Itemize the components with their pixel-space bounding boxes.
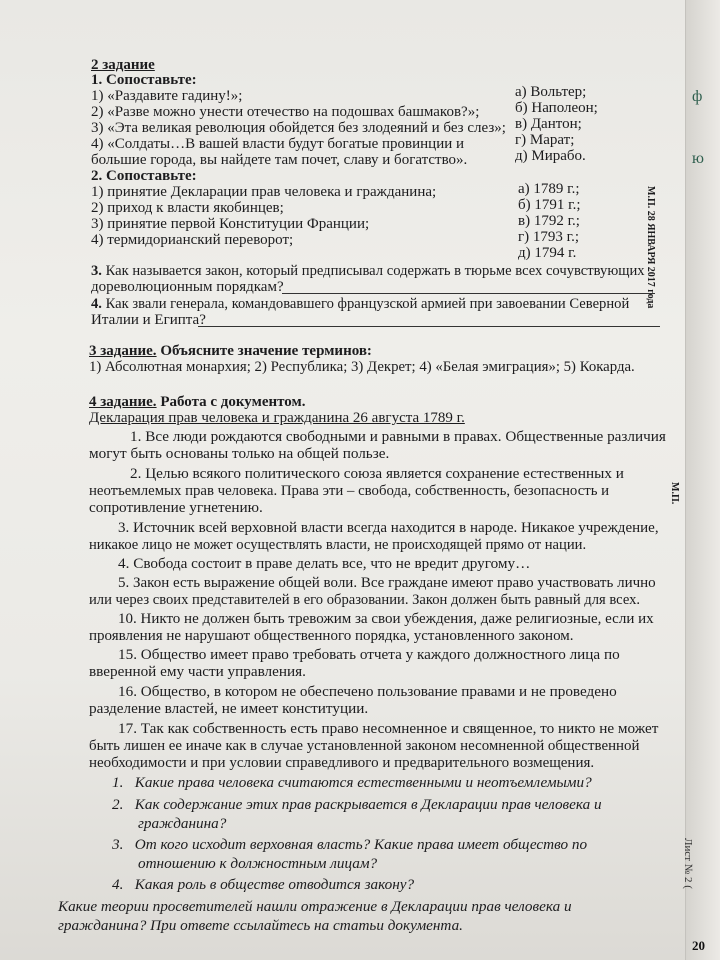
sub1-left-5: большие города, вы найдете там почет, славу и богатство». [91,152,468,168]
task4-header [89,394,305,410]
question-3 [112,837,587,853]
doc-line-16: разделение властей, не имеет конституции. [89,700,369,717]
sub2-left-3: 3) принятие первой Конституции Франции; [91,216,370,232]
sub1-left-4: 4) «Солдаты…В вашей власти будут богатые провинции и [91,136,465,152]
task2-sub2-title: 2. Сопоставьте: [91,168,197,184]
sub2-left-2: 2) приход к власти якобинцев; [91,200,284,216]
question-4-num: 4. [112,876,124,893]
question-4 [112,877,414,893]
q4-text: Как звали генерала, командовавшего французской армией при завоевании Северной [105,296,630,312]
sub2-left-4: 4) термидорианский переворот; [91,232,294,248]
q3-line1 [91,263,645,279]
sub1-right-a: а) Вольтер; [515,84,587,100]
doc-line-18: быть лишен ее иначе как в случае установленной законом несомненной общественной [89,738,640,754]
sub1-left-3: 3) «Эта великая революция обойдется без злодеяний и без слез»; [91,120,506,136]
sub2-left-1: 1) принятие Декларации прав человека и гражданина; [91,184,437,200]
question-2-text: Как содержание этих прав раскрывается в Декларации прав человека и [134,796,602,813]
doc-line-2: могут быть основаны только на общей пользе. [89,445,390,462]
q4-line1 [91,296,629,312]
task4-label: 4 задание. [89,394,157,410]
doc-line-7: никакое лицо не может осуществлять власти, не происходящей прямо от нации. [89,537,587,553]
doc-line-9: 5. Закон есть выражение общей воли. Все граждане имеют право участвовать лично [118,575,656,591]
sub1-right-b: б) Наполеон; [515,100,598,116]
q4-num: 4. [91,296,102,312]
question-1 [112,775,592,791]
edge-year: 20 [692,938,705,953]
sub2-right-c: в) 1792 г.; [518,213,580,229]
task3-label: 3 задание. [89,343,157,359]
doc-line-19: необходимости и при условии справедливого и предварительного возмещения. [89,755,595,771]
task3-terms: 1) Абсолютная монархия; 2) Республика; 3) Декрет; 4) «Белая эмиграция»; 5) Кокарда. [89,359,635,375]
question-1-num: 1. [112,774,124,791]
q3-line2: дореволюционным порядкам? [91,279,284,295]
sub2-right-e: д) 1794 г. [518,245,577,261]
doc-line-15: 16. Общество, в котором не обеспечено пользование правами и не проведено [118,683,617,700]
q4-line2: Италии и Египта? [91,312,206,328]
q4-answer-line[interactable] [198,326,660,327]
question-3-cont: отношению к должностным лицам? [138,855,378,872]
question-4-text: Какая роль в обществе отводится закону? [134,876,415,893]
task3-instruction: Объясните значение терминов: [160,343,372,359]
date-stamp: М.П. 28 ЯНВАРЯ 2017 года [645,186,656,309]
sub2-right-a: а) 1789 г.; [518,181,580,197]
edge-mark-2: ю [692,150,704,167]
doc-line-17: 17. Так как собственность есть право несомненное и священное, то никто не может [118,720,659,737]
sub1-left-1: 1) «Раздавите гадину!»; [91,88,243,104]
q3-text: Как называется закон, который предписывал содержать в тюрьме всех сочувствующих [105,263,645,279]
stamp-mp: М.П. [669,482,680,505]
doc-line-4: неотъемлемых прав человека. Права эти – свобода, собственность, безопасность и [89,483,610,499]
doc-line-3: 2. Целью всякого политического союза является сохранение естественных и [130,465,624,482]
doc-line-6: 3. Источник всей верховной власти всегда находится в народе. Никакое учреждение, [118,520,659,536]
doc-line-11: 10. Никто не должен быть тревожим за свои убеждения, даже религиозные, если их [118,611,654,627]
edge-mark-1: ф [692,88,703,105]
doc-line-13: 15. Общество имеет право требовать отчета у каждого должностного лица по [118,646,620,663]
task2-heading: 2 задание [91,57,155,73]
question-3-text: От кого исходит верховная власть? Какие права имеет общество по [134,836,588,853]
doc-line-5: сопротивление угнетению. [89,499,263,516]
question-3-num: 3. [112,836,124,853]
sub1-left-2: 2) «Разве можно унести отечество на подошвах башмаков?»; [91,104,480,120]
question-2 [112,797,602,813]
edge-side-text: Лист № 2 ( [682,838,694,889]
sub1-right-d: г) Марат; [515,132,575,148]
task4-doc-title: Декларация прав человека и гражданина 26 августа 1789 г. [89,410,465,426]
question-1-text: Какие права человека считаются естественными и неотъемлемыми? [134,774,592,791]
doc-line-14: вверенной ему части управления. [89,663,306,680]
final-question-line1: Какие теории просветителей нашли отражение в Декларации прав человека и [58,898,572,915]
doc-line-12: проявления не нарушают общественного порядка, установленного законом. [89,628,574,644]
doc-line-8: 4. Свобода состоит в праве делать все, что не вредит другому… [118,555,531,572]
adjacent-page-edge [682,0,720,960]
q3-answer-line[interactable] [282,293,655,294]
final-question-line2: гражданина? При ответе ссылайтесь на статьи документа. [58,917,463,934]
question-2-num: 2. [112,796,124,813]
doc-line-1: 1. Все люди рождаются свободными и равными в правах. Общественные различия [130,428,666,445]
sub2-right-b: б) 1791 г.; [518,197,581,213]
task3-header [89,343,372,359]
sub1-right-e: д) Мирабо. [515,148,586,164]
sub2-right-d: г) 1793 г.; [518,229,580,245]
sub1-right-c: в) Дантон; [515,116,582,132]
task4-instruction: Работа с документом. [160,394,306,410]
question-2-cont: гражданина? [138,815,227,832]
q3-num: 3. [91,263,102,279]
task2-sub1-title: 1. Сопоставьте: [91,72,197,88]
doc-line-10: или через своих представителей в его образовании. Закон должен быть равный для всех. [89,592,641,608]
